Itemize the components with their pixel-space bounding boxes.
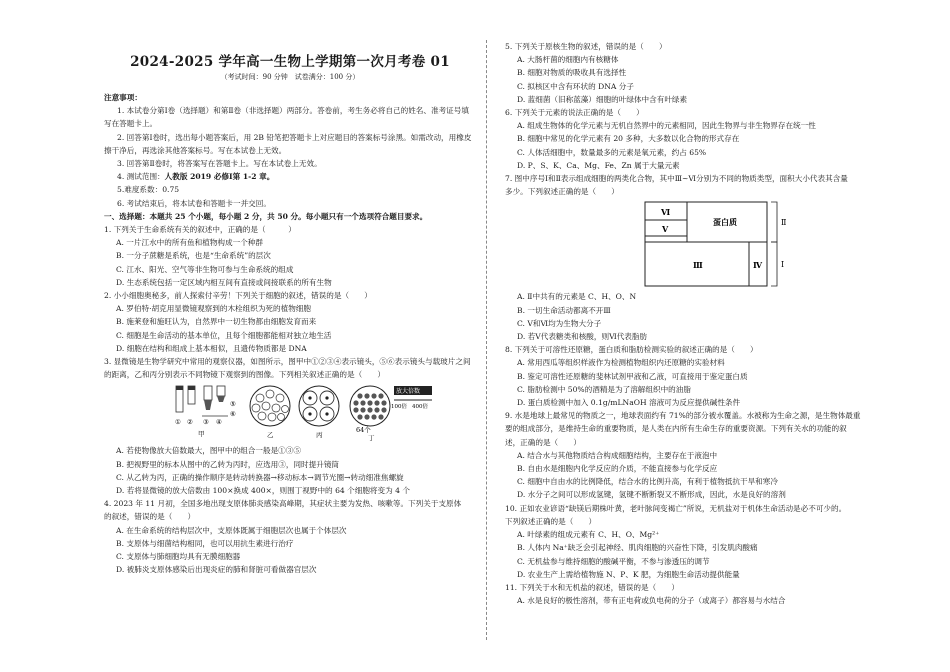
note-item-4-range: 人教版 2019 必修Ⅰ第 1-2 章。 (164, 172, 275, 182)
question-stem: 的叙述，错误的是（ ） (104, 512, 196, 522)
question-stem: 6. 下列关于元素的说法正确的是（ ） (505, 108, 644, 118)
question-stem: 7. 图中序号Ⅰ和Ⅱ表示组成细胞的两类化合物，其中Ⅲ~Ⅵ分别为不同的物质类型，面积大小代表其含量 (505, 174, 848, 184)
note-item: 3. 回答第Ⅱ卷时，将答案写在答题卡上。写在本试卷上无效。 (117, 159, 322, 169)
question-stem: 下列叙述正确的是（ ） (505, 516, 597, 526)
label-VI: Ⅵ (661, 207, 671, 218)
column-divider (486, 40, 487, 640)
option-a: A. 结合水与其他物质结合构成细胞结构，主要存在于液泡中 (517, 450, 718, 460)
question-stem: 8. 下列关于可溶性还原糖，蛋白质和脂肪检测实验的叙述正确的是（ ） (505, 345, 758, 355)
cell-count-label: 64个 (356, 426, 371, 435)
magnify-low: 100倍 (391, 404, 407, 411)
distance-label: ⑥ (230, 410, 236, 419)
question-9 (505, 409, 875, 501)
question-stem: 述，正确的是（ ） (505, 437, 581, 447)
option-c: C. 人体活细胞中，数量最多的元素是氧元素，约占 65% (517, 147, 707, 157)
question-3 (104, 355, 476, 497)
option-d: D. 细胞在结构和组成上基本相似，且遗传物质都是 DNA (116, 343, 307, 353)
option-a: A. 罗伯特·胡克用显微镜观察到的木栓组织为死的植物细胞 (116, 304, 311, 314)
option-c: C. Ⅴ和Ⅵ均为生物大分子 (517, 318, 602, 328)
option-c: C. 从乙转为丙，正确的操作顺序是转动转换器→移动标本→调节光圈→转动细准焦螺旋 (116, 472, 404, 482)
option-c: C. 江水、阳光、空气等非生物可参与生命系统的组成 (116, 264, 294, 274)
microscope-figure-svg (174, 382, 434, 444)
question-stem: 多少。下列叙述正确的是（ ） (505, 187, 619, 197)
objective-lens (204, 386, 212, 410)
option-d: D. 农业生产上需给植物施 N、P、K 肥，为细胞生命活动提供能量 (517, 569, 740, 579)
option-b: B. 鉴定可溶性还原糖的斐林试剂甲液和乙液，可直接用于鉴定蛋白质 (517, 371, 748, 381)
option-a: A. 叶绿素的组成元素有 C、H、O、Mg²⁺ (517, 530, 660, 540)
panel-label: 甲 (198, 430, 205, 439)
lens-label: ③ (203, 418, 209, 427)
panel-label: 丁 (368, 434, 375, 443)
distance-label: ⑤ (230, 400, 236, 409)
option-d: D. 水分子之间可以形成氢键，氢键不断断裂又不断形成，因此，水是良好的溶剂 (517, 490, 786, 500)
option-c: C. 支原体与肺细胞均具有无膜细胞器 (116, 552, 241, 562)
compound-figure (505, 200, 875, 290)
question-stem: 9. 水是地球上最常见的物质之一，地球表面约有 71%的部分被水覆盖。水被称为生命之源，是生物体最重 (505, 411, 861, 421)
note-item-4 (104, 170, 476, 183)
note-item: 1. 本试卷分第Ⅰ卷（选择题）和第Ⅱ卷（非选择题）两部分。答卷前，考生务必将自己的姓名、准考证号填写在答题卡上。 (104, 106, 469, 129)
option-a: A. 组成生物体的化学元素与无机自然界中的元素相同，因此生物界与非生物界存在统一性 (517, 121, 816, 131)
panel-label: 丙 (316, 431, 323, 440)
panel-label: 乙 (267, 431, 274, 440)
magnify-high: 400倍 (412, 404, 428, 411)
option-c: C. 无机盐参与维持细胞的酸碱平衡，不参与渗透压的调节 (517, 556, 710, 566)
question-2 (104, 289, 476, 355)
option-d: D. 若将显微镜的放大倍数由 100×换成 400×，则围丁视野中的 64 个细胞将变为 4 个 (116, 486, 410, 496)
option-a: A. 一片江水中的所有鱼和植物构成一个种群 (116, 238, 263, 248)
option-b: B. 自由水是细胞内化学反应的介质，不能直接参与化学反应 (517, 464, 718, 474)
question-stem: 10. 正如农业谚语“缺镁后期株叶黄，老叶脉间变褐亡”所说，无机盐对于机体生命活动是必不可少的。 (505, 503, 847, 513)
compound-figure-svg (505, 200, 875, 290)
question-4 (104, 497, 476, 576)
option-d: D. 若Ⅴ代表糖类和核酸，则Ⅵ代表脂肪 (517, 332, 648, 342)
note-item-6: 6. 考试结束后，将本试卷和答题卡一并交回。 (117, 198, 271, 208)
question-10 (505, 502, 875, 581)
label-III: Ⅲ (693, 260, 703, 271)
option-b: B. 人体内 Na⁺缺乏会引起神经、肌肉细胞的兴奋性下降，引发肌肉酸痛 (517, 543, 758, 553)
option-d: D. 生态系统包括一定区域内相互间有直接或间接联系的所有生物 (116, 277, 332, 287)
option-b: B. 一分子蔗糖是系统，也是“生命系统”的层次 (116, 251, 271, 261)
option-c: C. 拟核区中含有环状的 DNA 分子 (517, 81, 634, 91)
question-6 (505, 106, 875, 172)
microscope-figure (174, 382, 476, 444)
option-b: B. 细胞对物质的吸收具有选择性 (517, 68, 627, 78)
question-stem: 3. 显微镜是生物学研究中常用的观察仪器，如图所示，图甲中①②③④表示镜头，⑤⑥表示镜头与载玻片之间的距离，乙和丙分别表示不同物镜下观察到的图像。下列相关叙述正确的是（ ） (104, 357, 471, 380)
option-a: A. 在生命系统的结构层次中，支原体既属于细胞层次也属于个体层次 (116, 525, 347, 535)
left-column (104, 40, 476, 577)
bracket-II (771, 202, 777, 242)
question-5 (505, 40, 875, 106)
exam-title: 2024-2025 学年高一生物上学期第一次月考卷 01 (130, 54, 450, 70)
magnify-label: 放大倍数 (396, 388, 421, 396)
eyepiece-lens (188, 386, 195, 404)
section-heading: 一、选择题：本题共 25 个小题，每小题 2 分，共 50 分。每小题只有一个选项符合题目要求。 (104, 211, 428, 221)
option-d: D. 被肺炎支原体感染后出现炎症的肺和肾脏可看做器官层次 (116, 565, 317, 575)
option-b: B. 细胞中常见的化学元素有 20 多种，大多数以化合物的形式存在 (517, 134, 740, 144)
option-a: A. 若使物像放大倍数最大，图甲中的组合一般是①③⑤ (116, 446, 301, 456)
question-8 (505, 343, 875, 409)
lens-label: ② (187, 418, 193, 427)
label-V: Ⅴ (662, 224, 669, 235)
label-II: Ⅱ (781, 218, 787, 228)
note-item: 2. 回答第Ⅰ卷时，选出每小题答案后，用 2B 铅笔把答题卡上对应题目的答案标号涂黑。如需改动，用橡皮擦干净后，再选涂其他答案标号。写在本试卷上无效。 (104, 132, 472, 155)
question-stem: 5. 下列关于原核生物的叙述，错误的是（ ） (505, 42, 667, 51)
question-stem: 11. 下列关于水和无机盐的叙述，错误的是（ ） (505, 582, 679, 592)
option-d: D. P、S、K、Ca、Mg、Fe、Zn 属于大量元素 (517, 160, 680, 170)
question-stem: 1. 下列关于生命系统有关的叙述中，正确的是（ ） (104, 225, 296, 235)
option-a: A. 水是良好的极性溶剂，带有正电荷或负电荷的分子（或离子）都容易与水结合 (517, 596, 786, 606)
question-11 (505, 581, 875, 607)
right-column (505, 40, 875, 607)
view-circle-ding (350, 386, 390, 426)
label-protein: 蛋白质 (713, 217, 737, 228)
lens-label: ④ (216, 418, 222, 427)
option-c: C. 脂肪检测中 50%的酒精是为了溶解组织中的油脂 (517, 384, 691, 394)
exam-subtitle: （考试时间：90 分钟 试卷满分：100 分） (220, 73, 360, 81)
notes-heading: 注意事项： (104, 93, 142, 102)
lens-label: ① (175, 418, 181, 427)
option-a: A. 大肠杆菌的细胞内有核糖体 (517, 55, 619, 65)
question-7 (505, 172, 875, 343)
eyepiece-lens (176, 386, 183, 412)
question-stem: 2. 小小细胞奥秘多，前人探索付辛劳！下列关于细胞的叙述，错误的是（ ） (104, 291, 372, 301)
view-circle-high (299, 386, 339, 426)
question-stem: 要的组成部分，是维持生命的重要物质，是人类在内所有生命生存的重要资源。下列有关水的功能的叙 (505, 424, 847, 434)
note-item-5: 5.难度系数：0.75 (117, 185, 180, 195)
question-stem: 4. 2023 年 11 月初，全国多地出现支原体肺炎感染高峰期，其症状主要为发热、咳嗽等。下列关于支原体 (104, 499, 462, 509)
option-c: C. 细胞是生命活动的基本单位，且每个细胞都能相对独立地生活 (116, 330, 332, 340)
label-IV: Ⅳ (753, 260, 763, 271)
option-b: B. 支原体与细菌结构相同，也可以用抗生素进行治疗 (116, 538, 294, 548)
option-c: C. 细胞中自由水的比例降低，结合水的比例升高，有利于植物抵抗干旱和寒冷 (517, 477, 778, 487)
option-d: D. 蛋白质检测中加入 0.1g/mLNaOH 溶液可为反应提供碱性条件 (517, 398, 741, 408)
label-I: Ⅰ (781, 260, 785, 270)
question-1 (104, 223, 476, 289)
objective-lens (217, 386, 225, 402)
option-b: B. 一切生命活动都离不开Ⅲ (517, 305, 611, 315)
option-d: D. 蓝细菌（旧称蓝藻）细胞的叶绿体中含有叶绿素 (517, 94, 688, 104)
note-item-4-prefix: 4. 测试范围： (117, 172, 165, 182)
option-a: A. Ⅱ中共有的元素是 C、H、O、N (517, 292, 637, 302)
option-b: B. 把视野里的标本从图中的乙转为丙时，应选用③，同时提升镜筒 (116, 459, 340, 469)
option-b: B. 施莱登和施旺认为，自然界中一切生物都由细胞发育而来 (116, 317, 317, 327)
bracket-I (771, 242, 777, 286)
option-a: A. 常用西瓜等组织样液作为检测植物组织内还原糖的实验材料 (517, 358, 725, 368)
